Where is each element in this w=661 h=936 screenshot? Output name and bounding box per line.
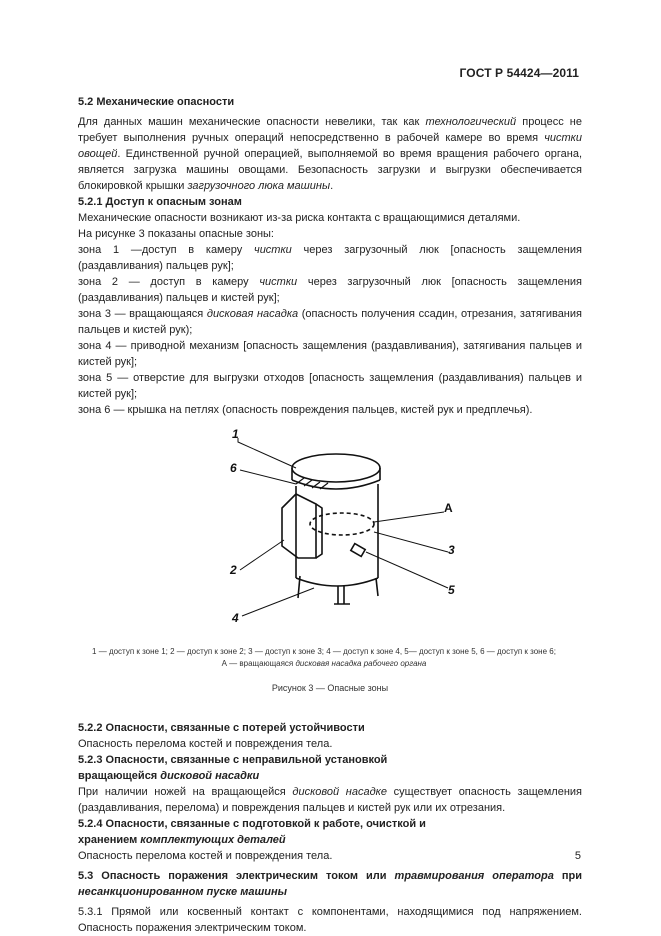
section-5-2-4-title: 5.2.4 Опасности, связанные с подготовкой к работе, очисткой и <box>78 818 426 830</box>
text-run: при <box>553 870 582 882</box>
figure-key-line2 <box>34 658 614 670</box>
text-run: процесс не требует выполнения ручных операций непосредственно в рабочей камере во время <box>78 116 582 144</box>
text-italic: чистки <box>254 244 292 256</box>
machine-diagram <box>218 428 458 638</box>
text-run: хранением <box>78 834 141 846</box>
text-run: 5.3 Опасность поражения электрическим током или <box>78 870 395 882</box>
lid-ellipse <box>292 454 380 482</box>
label-4: 4 <box>232 611 239 625</box>
section-5-2-3-title: 5.2.3 Опасности, связанные с неправильной установкой <box>78 754 388 766</box>
label-A: A <box>444 501 453 515</box>
text-run: При наличии ножей на вращающейся <box>78 786 293 798</box>
text-run: зона 1 —доступ в камеру <box>78 244 254 256</box>
document-body <box>78 94 582 936</box>
section-5-2-1-line1: Механические опасности возникают из-за риска контакта с вращающимися деталями. <box>78 212 521 224</box>
standard-header: ГОСТ Р 54424—2011 <box>459 66 579 80</box>
figure-key-line1: 1 — доступ к зоне 1; 2 — доступ к зоне 2; 3 — доступ к зоне 3; 4 — доступ к зоне 4, 5— доступ к зоне 5, 6 — доступ к зоне 6; <box>92 647 556 656</box>
leg-right <box>376 578 378 596</box>
waste-outlet <box>351 544 365 557</box>
text-run: вращающейся <box>78 770 161 782</box>
section-5-2-title: 5.2 Механические опасности <box>78 96 235 108</box>
leg-mid <box>334 586 350 604</box>
zone-1-text <box>78 242 582 274</box>
section-5-2-paragraph <box>78 114 582 194</box>
section-5-2-4-text: Опасность перелома костей и повреждения тела. <box>78 850 333 862</box>
text-italic: несанкционированном пуске машины <box>78 886 288 898</box>
zone-5-text: зона 5 — отверстие для выгрузки отходов [опасность защемления (раздавливания) пальцев и кистей рук]; <box>78 372 582 400</box>
text-run: Для данных машин механические опасности невелики, так как <box>78 116 426 128</box>
text-italic: комплектующих деталей <box>140 834 286 846</box>
leader-2 <box>240 540 284 570</box>
text-run: . Единственной ручной операцией, выполняемой во время вращения рабочего органа, является загрузка машины овощами. Безопасность загрузки и выгрузки обеспечивается блокировкой крышки <box>78 148 582 192</box>
text-run: . <box>330 180 334 192</box>
text-run: А — вращающаяся <box>221 659 296 668</box>
text-italic: загрузочного люка машины <box>187 180 331 192</box>
label-1: 1 <box>232 428 239 441</box>
label-5: 5 <box>448 583 455 597</box>
label-2: 2 <box>230 563 237 577</box>
text-italic: технологический <box>425 116 517 128</box>
text-run: существует опасность защемления (раздавливания, перелома) и повреждения пальцев и кистей рук или их отрезания. <box>78 786 583 814</box>
section-5-2-1-line2: На рисунке 3 показаны опасные зоны: <box>78 228 274 240</box>
text-italic: чистки овощей <box>78 132 582 160</box>
body-bottom <box>296 578 378 586</box>
text-run: через загрузочный люк [опасность защемления (раздавливания) пальцев и кистей рук]; <box>78 276 582 304</box>
leader-6 <box>240 470 296 484</box>
section-5-2-4-title-cont <box>78 832 582 848</box>
leader-A <box>374 512 444 522</box>
figure-title: Рисунок 3 — Опасные зоны <box>271 683 389 693</box>
section-5-2-3-title-cont <box>78 768 582 784</box>
text-italic: дисковой насадки <box>160 770 260 782</box>
figure-3 <box>78 424 582 668</box>
figure-key <box>34 646 614 670</box>
text-italic: дисковая насадка <box>206 308 299 320</box>
text-run: через загрузочный люк [опасность защемления (раздавливания) пальцев рук]; <box>78 244 582 272</box>
label-3: 3 <box>448 543 455 557</box>
rotating-disc <box>310 513 374 535</box>
text-italic: дисковая насадка рабочего органа <box>295 659 427 668</box>
text-run: зона 2 — доступ в камеру <box>78 276 260 288</box>
text-run: зона 3 — вращающаяся <box>78 308 207 320</box>
page-number: 5 <box>574 850 581 862</box>
section-5-2-1-title: 5.2.1 Доступ к опасным зонам <box>78 196 242 208</box>
section-5-2-2-text: Опасность перелома костей и повреждения тела. <box>78 738 333 750</box>
leader-1 <box>238 438 296 468</box>
zone-6-text: зона 6 — крышка на петлях (опасность повреждения пальцев, кистей рук и предплечья). <box>78 404 533 416</box>
zone-4-text: зона 4 — приводной механизм [опасность защемления (раздавливания), затягивания пальцев и кистей рук]; <box>78 340 582 368</box>
section-5-2-2-title: 5.2.2 Опасности, связанные с потерей устойчивости <box>78 722 365 734</box>
text-run: (опасность получения ссадин, отрезания, затягивания пальцев и кистей рук); <box>78 308 582 336</box>
text-italic: чистки <box>259 276 298 288</box>
loading-chute <box>282 494 316 558</box>
section-5-3-title <box>78 868 582 900</box>
leader-3 <box>374 532 448 552</box>
zone-2-text <box>78 274 582 306</box>
section-5-2-3-text <box>78 784 582 816</box>
leader-4 <box>242 588 314 616</box>
zone-3-text <box>78 306 582 338</box>
text-italic: дисковой насадке <box>292 786 387 798</box>
section-5-3-1-text: 5.3.1 Прямой или косвенный контакт с компонентами, находящимися под напряжением. Опасность поражения электрическим током. <box>78 906 582 934</box>
text-italic: травмирования оператора <box>394 870 554 882</box>
label-6: 6 <box>230 461 237 475</box>
